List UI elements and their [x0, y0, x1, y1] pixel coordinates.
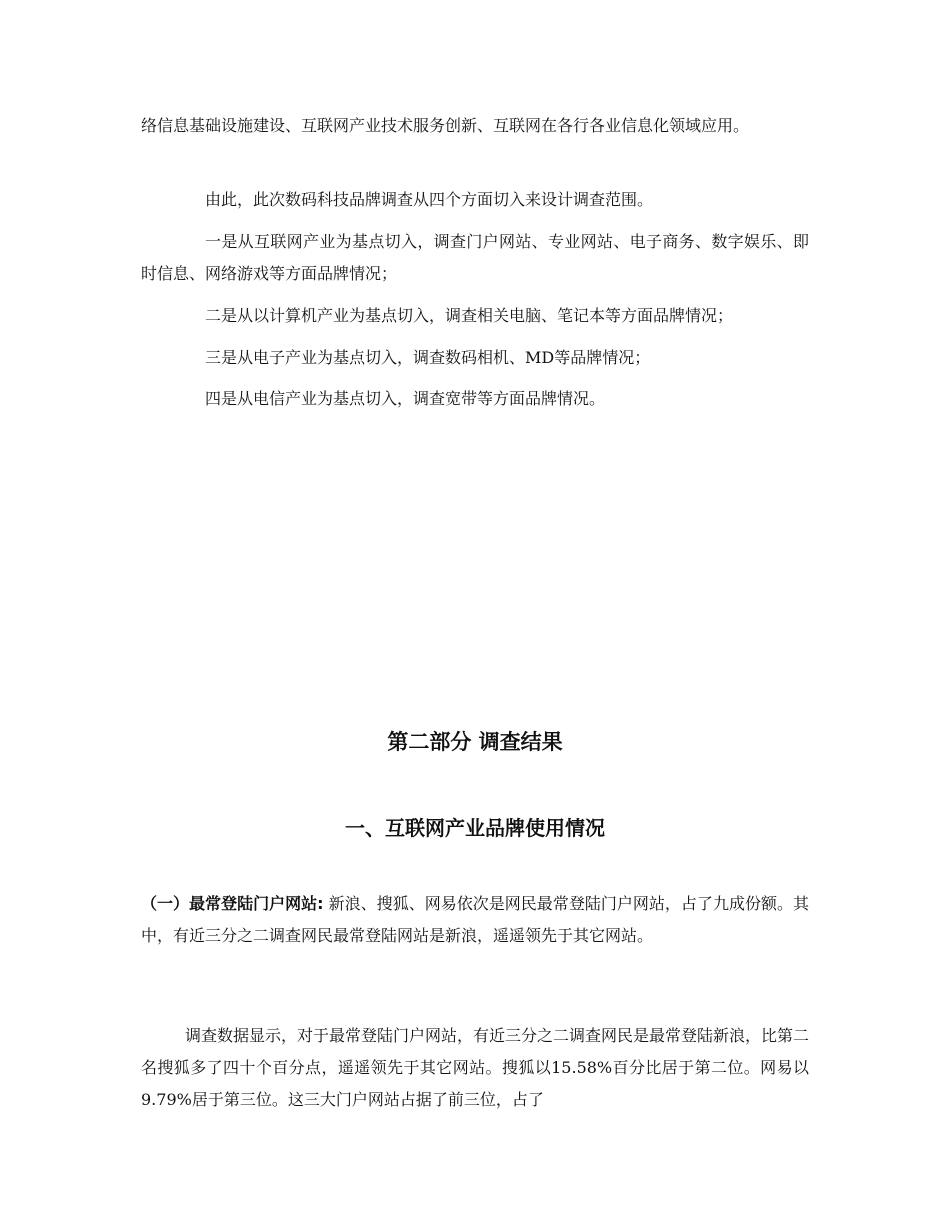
paragraph-survey-scope: 由此，此次数码科技品牌调查从四个方面切入来设计调查范围。	[205, 190, 654, 209]
item-one-text: 新浪、搜狐、网易依次是网民最常登陆门户网站，占了九成份额。其中，有近三分之二调查网民最常登陆网站是新浪，遥遥领先于其它网站。	[141, 894, 809, 945]
item-one-lead: （一）最常登陆门户网站:	[141, 894, 324, 913]
part-title: 第二部分 调查结果	[387, 730, 563, 754]
paragraph-point-four: 四是从电信产业为基点切入，调查宽带等方面品牌情况。	[205, 389, 606, 408]
paragraph-point-two: 二是从以计算机产业为基点切入，调查相关电脑、笔记本等方面品牌情况；	[205, 306, 734, 325]
paragraph-intro-continuation: 络信息基础设施建设、互联网产业技术服务创新、互联网在各行各业信息化领域应用。	[141, 116, 750, 135]
section-title: 一、互联网产业品牌使用情况	[345, 816, 605, 840]
paragraph-point-three: 三是从电子产业为基点切入，调查数码相机、MD等品牌情况；	[205, 348, 651, 367]
paragraph-item-one	[141, 888, 809, 952]
paragraph-item-one-detail: 调查数据显示，对于最常登陆门户网站，有近三分之二调查网民是最常登陆新浪，比第二名搜狐多了四十个百分点，遥遥领先于其它网站。搜狐以15.58%百分比居于第二位。网易以9.79%居于第三位。这三大门户网站占据了前三位，占了	[141, 1026, 810, 1109]
paragraph-point-one: 一是从互联网产业为基点切入，调查门户网站、专业网站、电子商务、数字娱乐、即时信息、网络游戏等方面品牌情况；	[141, 232, 809, 283]
